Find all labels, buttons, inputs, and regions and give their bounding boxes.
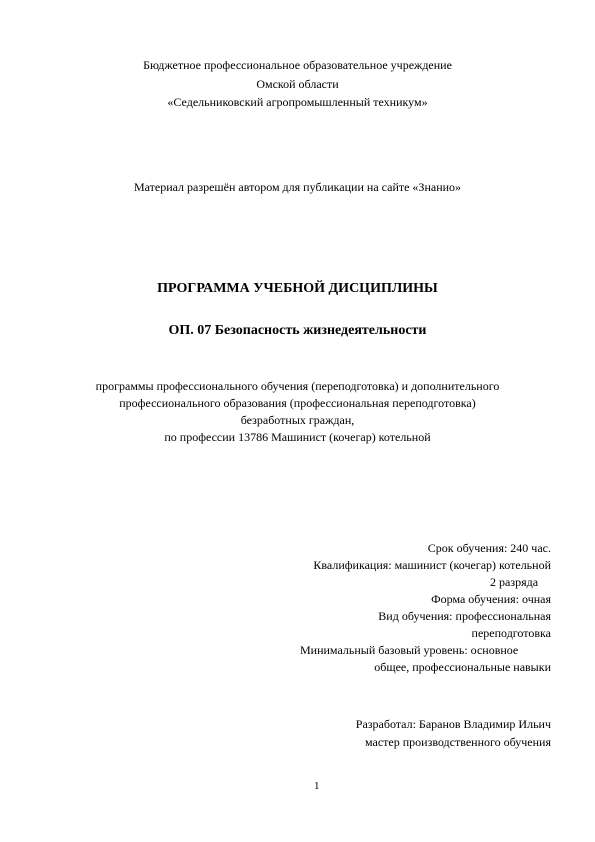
description-line-1: программы профессионального обучения (переподготовка) и дополнительного — [95, 379, 500, 393]
permission-note: Материал разрешён автором для публикации на сайте «Знанио» — [133, 180, 462, 194]
author-line-1: Разработал: Баранов Владимир Ильич — [355, 717, 551, 731]
author-line-2: мастер производственного обучения — [365, 735, 551, 749]
detail-base-level: Минимальный базовый уровень: основное — [300, 643, 519, 657]
description-line-3: безработных граждан, — [240, 413, 355, 427]
detail-type-cont: переподготовка — [471, 626, 551, 640]
detail-form: Форма обучения: очная — [431, 592, 551, 606]
detail-duration: Срок обучения: 240 час. — [427, 541, 551, 555]
description-line-2: профессионального образования (профессиональная переподготовка) — [119, 396, 476, 410]
page-number: 1 — [314, 780, 320, 792]
detail-grade: 2 разряда — [490, 575, 539, 589]
institution-line-1: Бюджетное профессиональное образовательное учреждение — [143, 58, 452, 72]
description-line-4: по профессии 13786 Машинист (кочегар) котельной — [164, 430, 431, 444]
institution-line-3: «Седельниковский агропромышленный техникум» — [167, 95, 428, 109]
detail-type: Вид обучения: профессиональная — [378, 609, 551, 623]
discipline-title: ОП. 07 Безопасность жизнедеятельности — [168, 323, 427, 338]
institution-line-2: Омской области — [256, 77, 339, 91]
detail-base-level-cont: общее, профессиональные навыки — [374, 660, 551, 674]
detail-qualification: Квалификация: машинист (кочегар) котельной — [313, 558, 551, 572]
document-title: ПРОГРАММА УЧЕБНОЙ ДИСЦИПЛИНЫ — [157, 281, 438, 296]
